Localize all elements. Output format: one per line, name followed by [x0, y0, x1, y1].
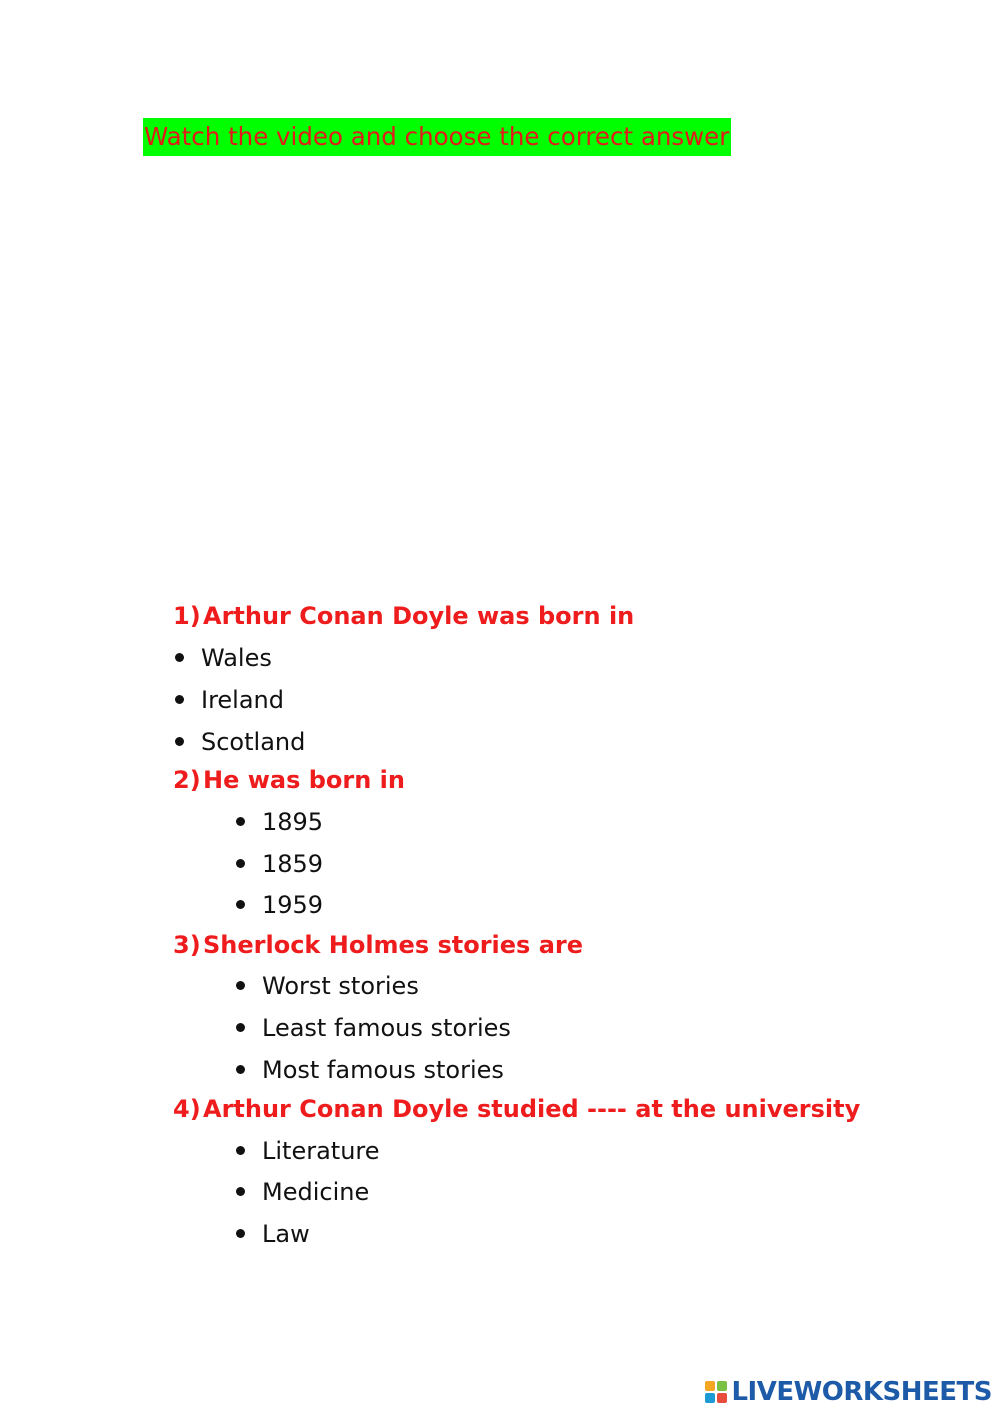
logo-text: LIVEWORKSHEETS — [731, 1377, 992, 1407]
option-label: 1895 — [262, 808, 324, 836]
question-1-text: Arthur Conan Doyle was born in — [203, 602, 635, 630]
question-4 — [173, 1089, 860, 1129]
question-3-text: Sherlock Holmes stories are — [203, 931, 584, 959]
option-label: Law — [262, 1220, 310, 1248]
option-label: Worst stories — [262, 972, 419, 1000]
option-label: Literature — [262, 1137, 380, 1165]
question-3-option-2[interactable] — [236, 1008, 511, 1048]
option-label: 1859 — [262, 850, 324, 878]
option-label: Least famous stories — [262, 1014, 511, 1042]
question-4-option-1[interactable] — [236, 1131, 380, 1171]
option-label: Most famous stories — [262, 1056, 504, 1084]
option-label: Scotland — [201, 728, 306, 756]
liveworksheets-logo — [705, 1377, 992, 1407]
question-3-option-3[interactable] — [236, 1050, 504, 1090]
bullet-icon — [236, 1229, 245, 1238]
bullet-icon — [175, 737, 184, 746]
question-2 — [173, 760, 405, 800]
bullet-icon — [236, 1187, 245, 1196]
question-2-option-2[interactable] — [236, 844, 323, 884]
bullet-icon — [236, 981, 245, 990]
question-3 — [173, 925, 583, 965]
question-4-option-3[interactable] — [236, 1214, 310, 1254]
question-1 — [173, 596, 634, 636]
question-4-option-2[interactable] — [236, 1172, 369, 1212]
question-3-option-1[interactable] — [236, 966, 419, 1006]
bullet-icon — [236, 1065, 245, 1074]
question-2-option-3[interactable] — [236, 885, 323, 925]
question-1-option-2[interactable] — [175, 680, 284, 720]
question-1-number: 1) — [173, 602, 201, 630]
option-label: Ireland — [201, 686, 285, 714]
option-label: Wales — [201, 644, 272, 672]
bullet-icon — [236, 817, 245, 826]
instruction-banner: Watch the video and choose the correct answer — [143, 118, 731, 156]
bullet-icon — [175, 653, 184, 662]
bullet-icon — [236, 1146, 245, 1155]
option-label: 1959 — [262, 891, 324, 919]
bullet-icon — [236, 859, 245, 868]
logo-mark-icon — [705, 1381, 727, 1403]
question-1-option-1[interactable] — [175, 638, 272, 678]
question-4-number: 4) — [173, 1095, 201, 1123]
question-2-number: 2) — [173, 766, 201, 794]
question-3-number: 3) — [173, 931, 201, 959]
question-4-text: Arthur Conan Doyle studied ---- at the university — [203, 1095, 861, 1123]
bullet-icon — [175, 695, 184, 704]
question-1-option-3[interactable] — [175, 722, 305, 762]
option-label: Medicine — [262, 1178, 370, 1206]
question-2-text: He was born in — [203, 766, 405, 794]
question-2-option-1[interactable] — [236, 802, 323, 842]
bullet-icon — [236, 900, 245, 909]
bullet-icon — [236, 1023, 245, 1032]
